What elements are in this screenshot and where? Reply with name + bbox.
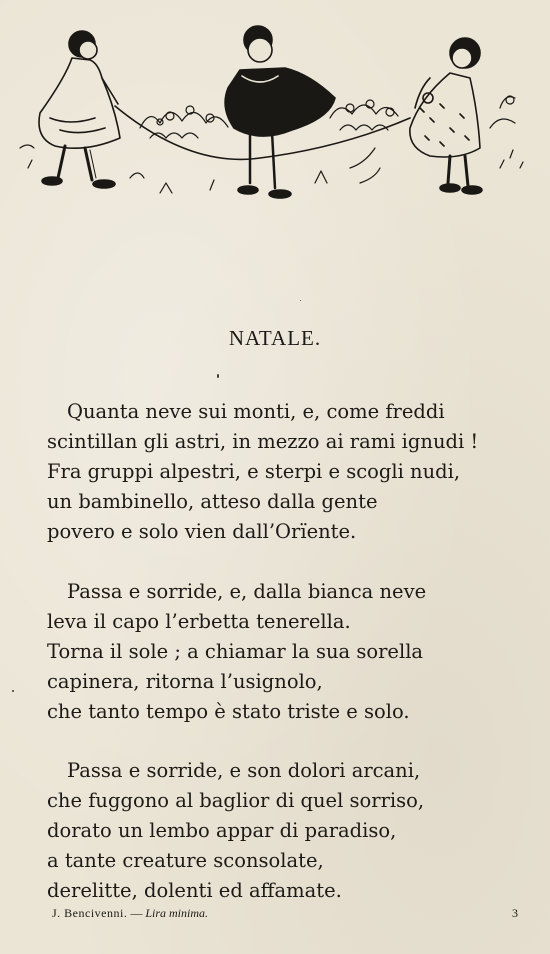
poem-title: NATALE.	[228, 326, 322, 350]
footer-dash: —	[130, 906, 143, 920]
poem-line: a tante creature sconsolate,	[47, 849, 324, 872]
footer-work-title: Lira minima.	[145, 906, 209, 920]
middle-girl-figure	[225, 26, 335, 198]
poem-line: Passa e sorride, e, dalla bianca neve	[67, 580, 427, 603]
poem-line: Passa e sorride, e son dolori arcani,	[67, 759, 421, 782]
poem-line: leva il capo l’erbetta tenerella.	[47, 610, 351, 633]
poem-line: che fuggono al baglior di quel sorriso,	[47, 789, 425, 812]
poem-line: derelitte, dolenti ed affamate.	[47, 879, 342, 902]
page-number: 3	[512, 906, 518, 920]
poem-line: povero e solo vien dall’Orïente.	[47, 520, 357, 543]
footer-author: J. Bencivenni.	[52, 906, 128, 920]
stanza-1	[47, 397, 517, 547]
footer-credit	[52, 906, 208, 921]
paper-speck	[300, 300, 301, 301]
left-girl-figure	[39, 31, 120, 188]
poem-line: Quanta neve sui monti, e, come freddi	[67, 400, 445, 423]
right-girl-figure	[410, 38, 482, 194]
stanza-2	[47, 577, 517, 727]
poem-line: scintillan gli astri, in mezzo ai rami ignudi !	[47, 430, 479, 453]
poem-line: un bambinello, atteso dalla gente	[47, 490, 378, 513]
page-footer	[52, 906, 518, 921]
poem-line: che tanto tempo è stato triste e solo.	[47, 700, 410, 723]
children-jump-rope-illustration	[10, 18, 540, 203]
poem-line: capinera, ritorna l’usignolo,	[47, 670, 323, 693]
poem-line: Torna il sole ; a chiamar la sua sorella	[47, 640, 424, 663]
stanza-3	[47, 756, 517, 906]
poem-line: Fra gruppi alpestri, e sterpi e scogli nudi,	[47, 460, 461, 483]
poem-line: dorato un lembo appar di paradiso,	[47, 819, 397, 842]
paper-speck	[217, 374, 219, 378]
paper-speck	[12, 690, 14, 692]
